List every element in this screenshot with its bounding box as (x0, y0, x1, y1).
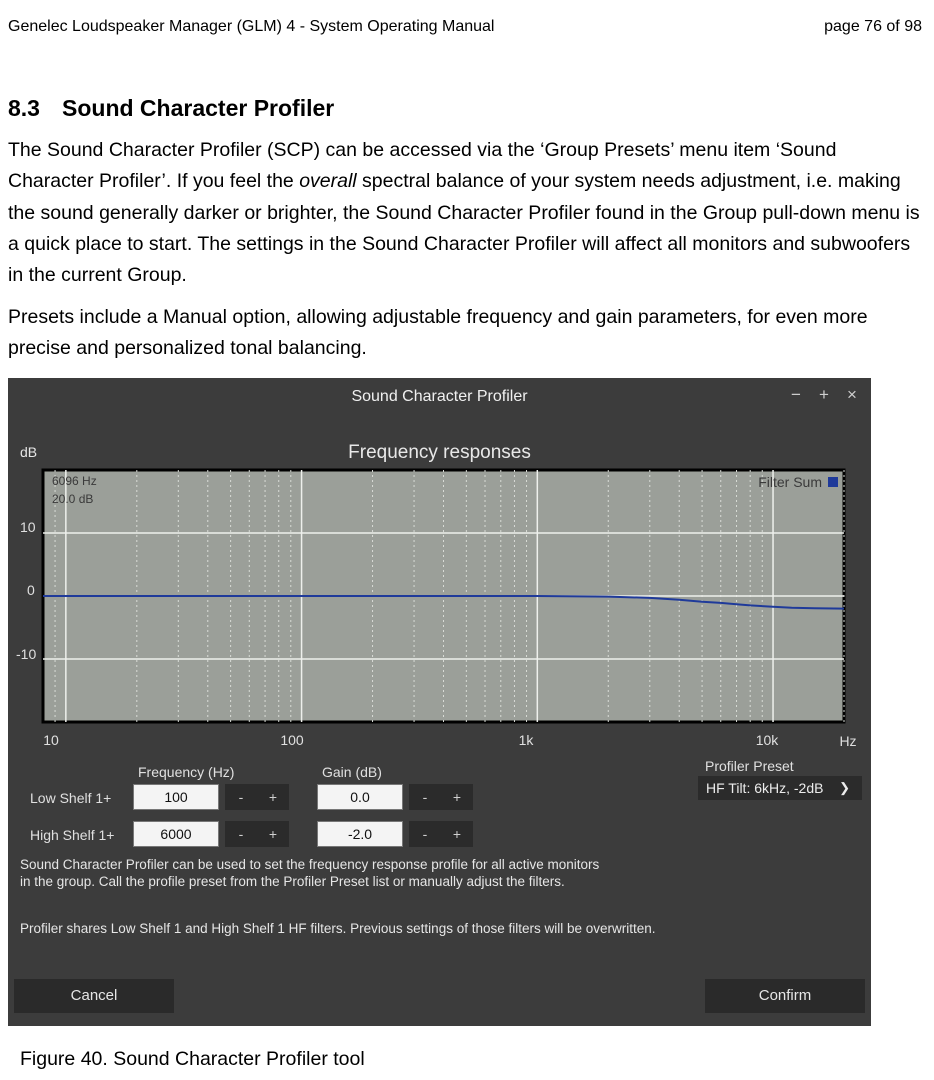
window-controls (785, 384, 863, 406)
low-shelf-gain-increment[interactable]: + (441, 784, 473, 810)
high-shelf-gain-input[interactable]: -2.0 (317, 821, 403, 847)
frequency-response-chart (8, 463, 871, 753)
page-number: page 76 of 98 (824, 18, 922, 35)
low-shelf-frequency-decrement[interactable]: - (225, 784, 257, 810)
low-shelf-frequency-input[interactable]: 100 (133, 784, 219, 810)
low-shelf-label: Low Shelf 1+ (30, 790, 112, 806)
legend-filter-sum: Filter Sum (758, 474, 822, 490)
maximize-icon[interactable]: + (819, 385, 829, 404)
x-tick-100: 100 (280, 732, 304, 748)
y-tick-0: 0 (27, 582, 35, 598)
profiler-preset-value: HF Tilt: 6kHz, -2dB (706, 780, 824, 796)
y-tick-10: 10 (20, 519, 36, 535)
low-shelf-gain-input[interactable]: 0.0 (317, 784, 403, 810)
paragraph-1-text-b: spectral balance of your system needs adjustment, i.e. making the sound generally darker or brighter, the Sound Character Profiler found in the Group pull-down menu is a quick place to start. The settings in the Sound Character Profiler will affect all monitors and subwoofers in the current Group. (8, 170, 920, 287)
info-line-3: Profiler shares Low Shelf 1 and High Shelf 1 HF filters. Previous settings of those filters will be overwritten. (20, 921, 656, 936)
high-shelf-frequency-input[interactable]: 6000 (133, 821, 219, 847)
paragraph-1 (8, 135, 923, 291)
section-number: 8.3 (8, 95, 40, 121)
paragraph-2: Presets include a Manual option, allowing adjustable frequency and gain parameters, for even more precise and personalized tonal balancing. (8, 306, 868, 360)
page-header-left: Genelec Loudspeaker Manager (GLM) 4 - System Operating Manual (8, 18, 495, 35)
paragraph-1-emphasis: overall (299, 170, 357, 193)
minimize-icon[interactable]: − (791, 385, 801, 404)
x-tick-10k: 10k (755, 732, 779, 748)
chevron-down-icon: ❯ (839, 780, 850, 795)
y-tick-minus-10: -10 (16, 646, 37, 662)
chart-title: Frequency responses (348, 442, 531, 463)
cursor-gain: 20.0 dB (52, 492, 94, 506)
profiler-preset-select[interactable] (698, 776, 862, 800)
high-shelf-gain-increment[interactable]: + (441, 821, 473, 847)
cursor-frequency: 6096 Hz (52, 474, 97, 488)
cancel-button[interactable]: Cancel (14, 979, 174, 1013)
info-text (20, 856, 860, 890)
section-heading (8, 95, 334, 122)
info-line-2: in the group. Call the profile preset from the Profiler Preset list or manually adjust the filters. (20, 874, 565, 889)
gain-column-header: Gain (dB) (322, 764, 382, 780)
section-title: Sound Character Profiler (62, 95, 335, 121)
scp-dialog (8, 378, 871, 1026)
x-tick-10: 10 (43, 732, 59, 748)
figure-caption: Figure 40. Sound Character Profiler tool (20, 1048, 365, 1070)
high-shelf-frequency-increment[interactable]: + (257, 821, 289, 847)
frequency-column-header: Frequency (Hz) (138, 764, 235, 780)
legend-swatch (828, 477, 838, 487)
high-shelf-label: High Shelf 1+ (30, 827, 115, 843)
low-shelf-frequency-increment[interactable]: + (257, 784, 289, 810)
high-shelf-frequency-decrement[interactable]: - (225, 821, 257, 847)
paragraph-1-text-a: The Sound Character Profiler (SCP) can be accessed via the ‘Group Presets’ menu item ‘Sound Character Profiler’. If you feel the (8, 139, 837, 193)
close-icon[interactable]: × (847, 385, 857, 404)
high-shelf-gain-decrement[interactable]: - (409, 821, 441, 847)
dialog-title: Sound Character Profiler (351, 388, 528, 405)
x-tick-1k: 1k (518, 732, 534, 748)
info-line-1: Sound Character Profiler can be used to set the frequency response profile for all active monitors (20, 857, 600, 872)
profiler-preset-label: Profiler Preset (705, 758, 794, 774)
x-axis-unit: Hz (839, 733, 857, 749)
confirm-button[interactable]: Confirm (705, 979, 865, 1013)
y-axis-unit: dB (20, 444, 38, 460)
low-shelf-gain-decrement[interactable]: - (409, 784, 441, 810)
